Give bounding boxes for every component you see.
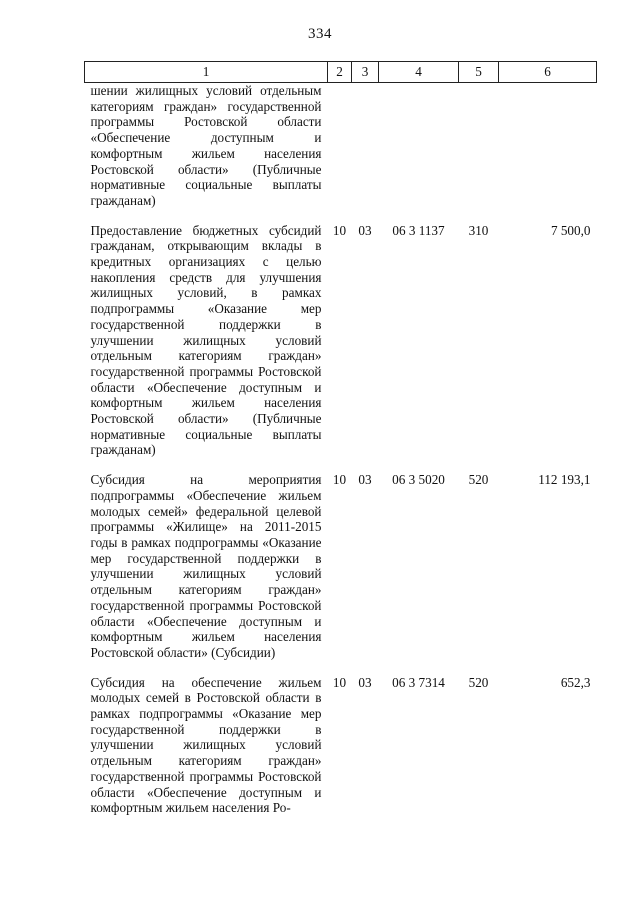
- row-subsection: 03: [358, 674, 372, 690]
- column-header-6: 6: [499, 62, 597, 83]
- column-header-5: 5: [459, 62, 499, 83]
- column-header-3: 3: [352, 62, 379, 83]
- page-number: 334: [308, 26, 332, 42]
- row-target-code: 06 3 1137: [392, 222, 445, 238]
- row-name: Предоставление бюджетных субсидий гражданам, открывающим вклады в кредитных организациях с целью накопления средств для улучшения жилищных условий, в рамках подпрограммы «Оказание мер государственной поддержки в улучшении жилищных условий отдельным категориям граждан» государственной программы Ростовской области «Обеспечение доступным и комфортным жильем населения Ростовской области» (Публичные нормативные социальные выплаты гражданам): [90, 222, 322, 458]
- row-target-code: 06 3 5020: [392, 472, 445, 488]
- row-amount: 7 500,0: [550, 222, 591, 238]
- column-header-2: 2: [328, 62, 352, 83]
- column-header-1: 1: [85, 62, 328, 83]
- table-row: [85, 673, 597, 816]
- row-subsection: 03: [358, 472, 372, 488]
- table-row: [85, 83, 597, 221]
- row-expense-type: 310: [468, 222, 489, 238]
- row-expense-type: 520: [468, 472, 489, 488]
- row-expense-type: [459, 83, 499, 221]
- row-section: 10: [332, 472, 347, 488]
- row-target-code: 06 3 7314: [392, 674, 445, 690]
- row-subsection: 03: [358, 222, 372, 238]
- budget-table: [84, 61, 597, 816]
- row-amount: [499, 83, 597, 221]
- row-name: Субсидия на мероприятия подпрограммы «Обеспечение жильем молодых семей» федеральной целевой программы «Жилище» на 2011-2015 годы в рамках подпрограммы «Оказание мер государственной поддержки в улучшении жилищных условий отдельным категориям граждан» государственной программы Ростовской области «Обеспечение доступным и комфортным жильем населения Ростовской области» (Субсидии): [90, 472, 322, 660]
- column-number-row: [85, 62, 597, 83]
- table-row: [85, 221, 597, 471]
- row-section: 10: [332, 222, 347, 238]
- table-row: [85, 470, 597, 672]
- row-amount: 652,3: [560, 674, 591, 690]
- row-name: шении жилищных условий отдельным категориям граждан» государственной программы Ростовской области «Обеспечение доступным и комфортным жильем населения Ростовской области» (Публичные нормативные социальные выплаты гражданам): [90, 83, 322, 208]
- row-section: 10: [332, 674, 347, 690]
- row-section: [328, 83, 352, 221]
- row-amount: 112 193,1: [538, 472, 591, 488]
- row-name: Субсидия на обеспечение жильем молодых семей в Ростовской области в рамках подпрограммы «Оказание мер государственной поддержки в улучшении жилищных условий отдельным категориям граждан» государственной программы Ростовской области «Обеспечение доступным и комфортным жильем населения Ро-: [90, 674, 322, 816]
- row-subsection: [352, 83, 379, 221]
- row-target-code: [379, 83, 459, 221]
- row-expense-type: 520: [468, 674, 489, 690]
- column-header-4: 4: [379, 62, 459, 83]
